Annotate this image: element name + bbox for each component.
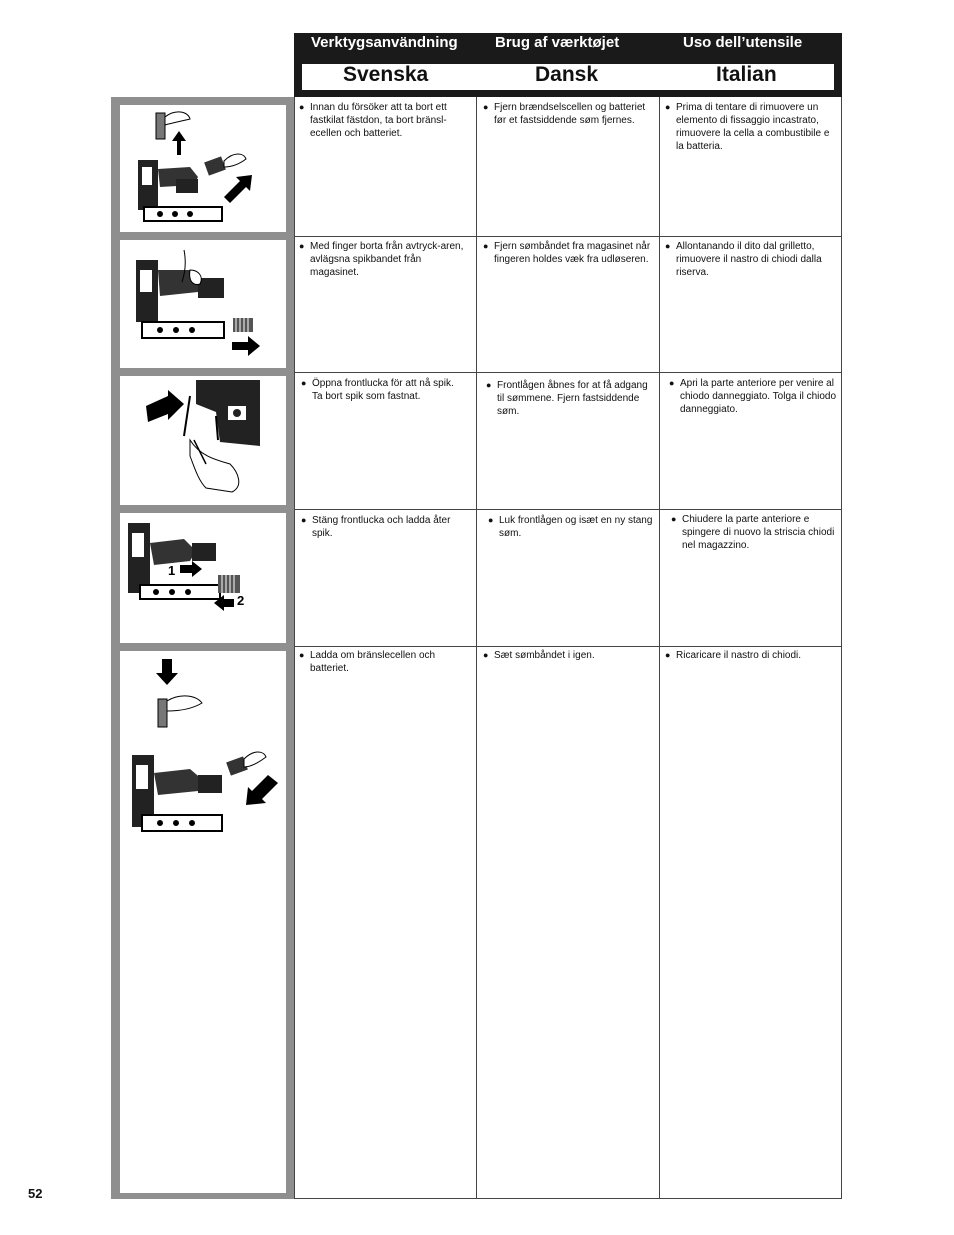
row-divider — [294, 1198, 842, 1199]
instruction-text: Allontanando il dito dal grilletto, rimuovere il nastro di chiodi dalla riserva. — [676, 241, 822, 278]
figure-open-front-latch — [120, 376, 286, 505]
cell-danish-row-5 — [483, 649, 655, 662]
instruction-text: Öppna frontlucka för att nå spik. Ta bort spik som fastnat. — [312, 378, 454, 402]
instruction-text: Frontlågen åbnes for at få adgang til sømmene. Fjern fastsiddende søm. — [497, 380, 648, 417]
bullet: ● — [299, 650, 305, 660]
header-subtitle-swedish: Verktygsanvändning — [311, 34, 458, 51]
header-language-danish: Dansk — [535, 63, 599, 86]
cell-italian-row-4 — [671, 513, 838, 552]
bullet: ● — [486, 380, 492, 390]
page-number: 52 — [28, 1186, 43, 1201]
column-divider — [476, 97, 477, 1199]
bullet: ● — [665, 241, 671, 251]
instruction-text: Ladda om bränslecellen och batteriet. — [310, 650, 436, 674]
instruction-text: Chiudere la parte anteriore e spingere di nuovo la striscia chiodi nel magazzino. — [682, 514, 835, 551]
bullet: ● — [299, 241, 305, 251]
row-divider — [294, 372, 842, 373]
bullet: ● — [301, 378, 307, 388]
column-divider — [659, 97, 660, 1199]
figure-remove-fuel-cell-and-battery — [120, 105, 286, 232]
bullet: ● — [488, 515, 494, 525]
cell-italian-row-3 — [669, 377, 838, 416]
bullet: ● — [301, 515, 307, 525]
column-divider — [841, 97, 842, 1199]
bullet: ● — [669, 378, 675, 388]
cell-italian-row-2 — [665, 240, 838, 279]
row-divider — [294, 509, 842, 510]
row-divider — [294, 646, 842, 647]
instruction-text: Fjern brændselscellen og batteriet før et fastsiddende søm fjernes. — [494, 102, 646, 126]
bullet: ● — [483, 102, 489, 112]
step-label-2: 2 — [237, 593, 245, 608]
header-subtitle-italian: Uso dell’utensile — [683, 34, 803, 51]
cell-danish-row-1 — [483, 101, 655, 127]
bullet: ● — [671, 514, 677, 524]
cell-danish-row-4 — [488, 514, 655, 540]
row-divider — [294, 236, 842, 237]
bullet: ● — [483, 650, 489, 660]
header-language-swedish: Svenska — [343, 63, 429, 86]
step-label-1: 1 — [168, 563, 176, 578]
instruction-text: Stäng frontlucka och ladda åter spik. — [312, 515, 451, 539]
column-divider — [294, 97, 295, 1199]
instruction-text: Med finger borta från avtryck-aren, avlägsna spikbandet från magasinet. — [310, 241, 464, 278]
header-subtitle-danish: Brug af værktøjet — [495, 34, 620, 51]
cell-swedish-row-2 — [299, 240, 464, 279]
bullet: ● — [665, 650, 671, 660]
figure-remove-nail-strip — [120, 240, 286, 368]
figure-reload-fuel-cell-and-battery — [120, 651, 286, 1193]
cell-danish-row-3 — [486, 379, 655, 418]
cell-swedish-row-5 — [299, 649, 464, 675]
instruction-text: Innan du försöker att ta bort ett fastkilat fästdon, ta bort bränsl-ecellen och batteriet. — [310, 102, 447, 139]
bullet: ● — [665, 102, 671, 112]
cell-italian-row-1 — [665, 101, 838, 153]
cell-swedish-row-3 — [301, 377, 464, 403]
cell-swedish-row-4 — [301, 514, 464, 540]
cell-swedish-row-1 — [299, 101, 464, 140]
figure-close-latch-reload — [120, 513, 286, 643]
table-header — [294, 33, 842, 97]
instruction-text: Luk frontlågen og isæt en ny stang søm. — [499, 515, 653, 539]
bullet: ● — [483, 241, 489, 251]
cell-italian-row-5 — [665, 649, 838, 662]
instruction-text: Prima di tentare di rimuovere un elemento di fissaggio incastrato, rimuovere la cella a combustibile e la batteria. — [676, 102, 830, 152]
bullet: ● — [299, 102, 305, 112]
instruction-text: Ricaricare il nastro di chiodi. — [676, 650, 802, 661]
header-language-italian: Italian — [716, 63, 777, 86]
cell-danish-row-2 — [483, 240, 655, 266]
instruction-text: Fjern sømbåndet fra magasinet når fingeren holdes væk fra udløseren. — [494, 241, 651, 265]
instruction-text: Apri la parte anteriore per venire al chiodo danneggiato. Tolga il chiodo danneggiato. — [680, 378, 837, 415]
instruction-text: Sæt sømbåndet i igen. — [494, 650, 595, 661]
